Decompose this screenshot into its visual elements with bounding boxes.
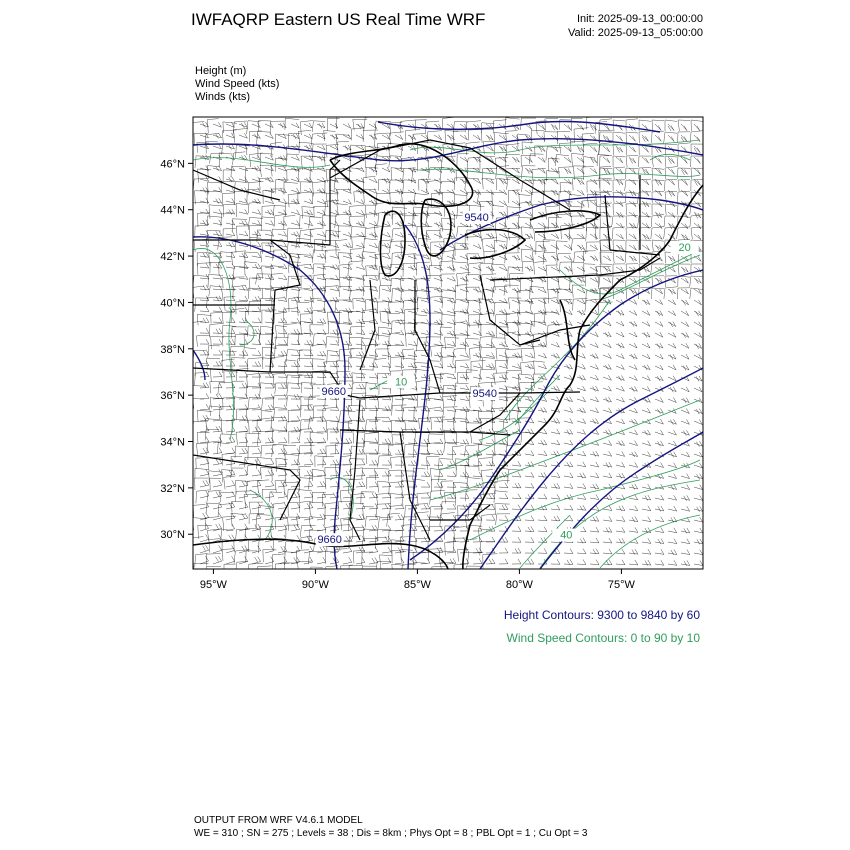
wind-speed-contours-legend: Wind Speed Contours: 0 to 90 by 10 (506, 631, 700, 645)
field-label-winds: Winds (kts) (195, 91, 250, 103)
model-info: OUTPUT FROM WRF V4.6.1 MODEL (194, 815, 363, 826)
height-contours-legend: Height Contours: 9300 to 9840 by 60 (503, 608, 700, 622)
map-title: IWFAQRP Eastern US Real Time WRF (191, 10, 486, 29)
lat-tick-label: 34°N (160, 436, 185, 449)
field-label-wind-speed: Wind Speed (kts) (195, 78, 280, 90)
valid-time: Valid: 2025-09-13_05:00:00 (568, 27, 703, 39)
lon-tick-label: 80°W (505, 579, 533, 591)
contour-label: 9540 (464, 211, 489, 224)
lon-tick-label: 75°W (607, 579, 635, 591)
lat-tick-label: 30°N (160, 529, 185, 542)
lat-tick-label: 36°N (160, 390, 185, 403)
contour-label: 40 (560, 529, 573, 542)
contour-label: 9660 (317, 534, 342, 547)
lon-tick-label: 85°W (403, 579, 431, 591)
contour-label: 9660 (321, 385, 347, 398)
lat-tick-label: 44°N (160, 204, 185, 217)
lat-tick-label: 46°N (160, 158, 185, 171)
contour-label: 9540 (472, 388, 497, 401)
model-config: WE = 310 ; SN = 275 ; Levels = 38 ; Dis = 8km ; Phys Opt = 8 ; PBL Opt = 1 ; Cu Opt = 3 (194, 828, 588, 839)
init-time: Init: 2025-09-13_00:00:00 (577, 13, 703, 25)
lat-tick-label: 32°N (160, 482, 185, 495)
lat-tick-label: 42°N (160, 251, 185, 264)
lon-tick-label: 95°W (199, 579, 227, 591)
contour-label: 10 (394, 376, 408, 389)
lat-tick-label: 38°N (160, 343, 185, 356)
lon-tick-label: 90°W (301, 579, 329, 591)
contour-label: 20 (678, 242, 691, 255)
lat-tick-label: 40°N (160, 297, 185, 310)
field-label-height: Height (m) (195, 65, 247, 77)
